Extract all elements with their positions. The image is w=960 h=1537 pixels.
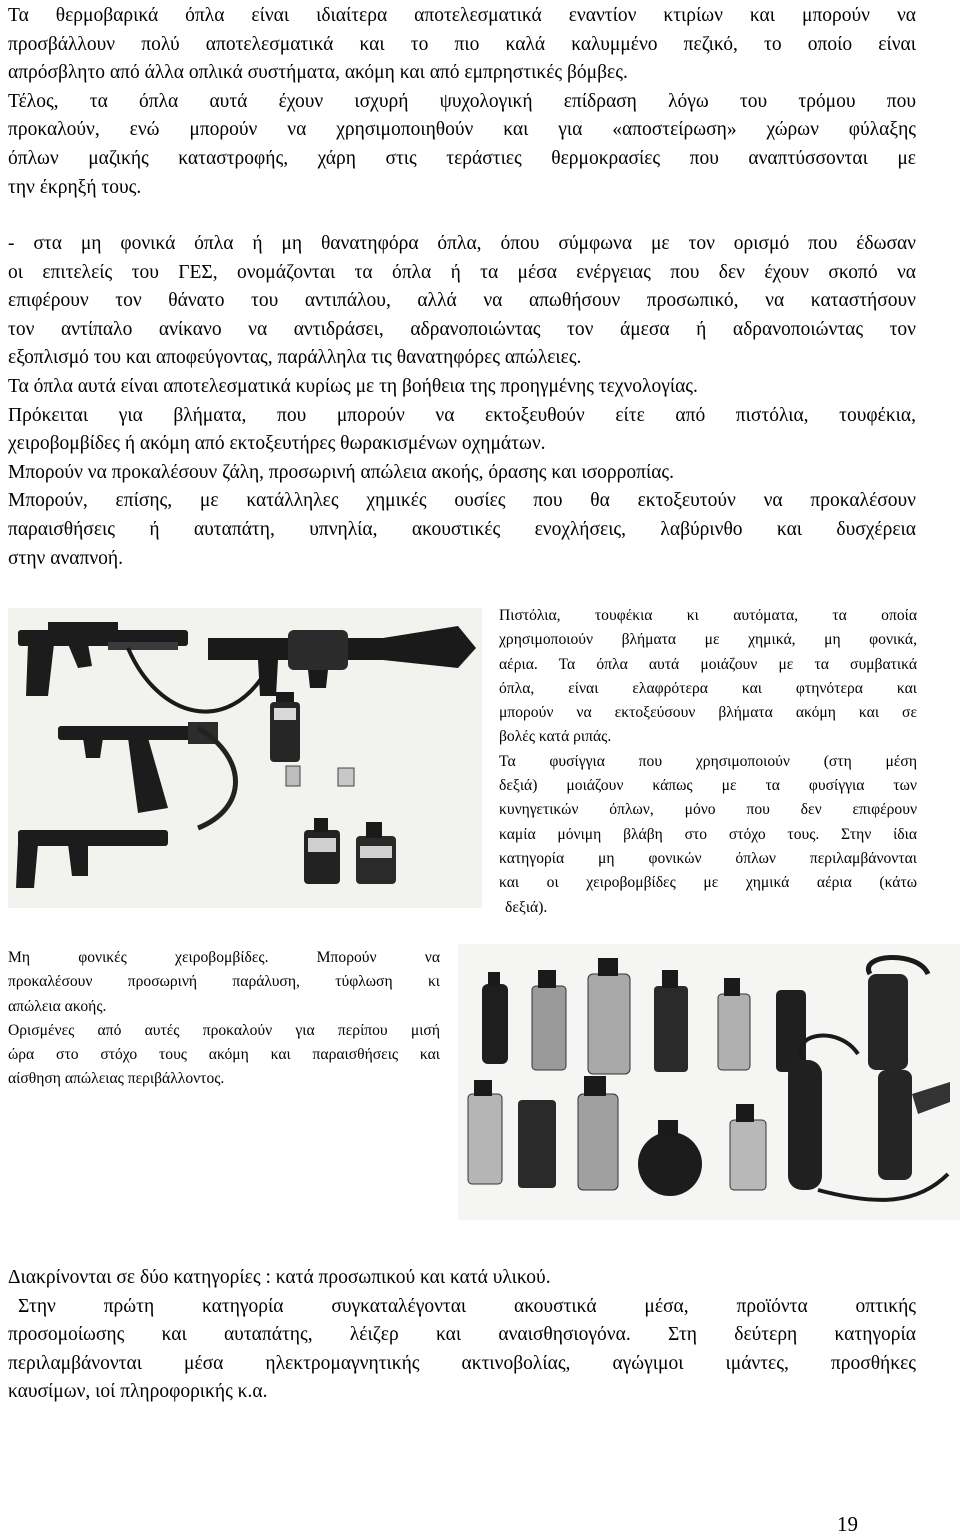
caption-line: μπορούν να εκτοξεύσουν βλήματα ακόμη και σε: [499, 704, 917, 722]
text-line: οι επιτελείς του ΓΕΣ, ονομάζονται τα όπλα ή τα μέσα ενέργειας που δεν έχουν σκοπό να: [8, 261, 916, 283]
grenades-caption: [8, 946, 440, 1092]
caption-line: Μη φονικές χειροβομβίδες. Μπορούν να: [8, 949, 440, 966]
caption-line: κυνηγετικών όπλων, μόνο που δεν επιφέρουν: [499, 801, 917, 819]
caption-line: αέρια. Τα όπλα αυτά μοιάζουν με τα συμβατικά: [499, 655, 917, 673]
text-line: επιφέρουν τον θάνατο του αντιπάλου, αλλά να απωθήσουν προσωπικό, να καταστήσουν: [8, 290, 916, 312]
caption-line: Ορισμένες από αυτές προκαλούν για περίπου μισή: [8, 1021, 440, 1039]
caption-line: Πιστόλια, τουφέκια κι αυτόματα, τα οποία: [499, 607, 917, 624]
text-line: την έκρηξή τους.: [8, 176, 142, 198]
text-line: Πρόκειται για βλήματα, που μπορούν να εκτοξευθούν είτε από πιστόλια, τουφέκια,: [8, 404, 916, 426]
text-line: περιλαμβάνονται μέσα ηλεκτρομαγνητικής ακτινοβολίας, αγώγιμοι ιμάντες, προσθήκες: [8, 1352, 916, 1374]
text-line: όπλων μαζικής καταστροφής, χάρη στις τεράστιες θερμοκρασίες που αναπτύσσονται με: [8, 147, 916, 169]
caption-line: και οι χειροβομβίδες με χημικά αέρια (κάτω: [499, 874, 917, 892]
weapons-caption: [499, 604, 917, 920]
page-number: 19: [837, 1512, 858, 1536]
text-line: προκαλούν, ενώ μπορούν να χρησιμοποιηθούν και για «αποστείρωση» χώρων φύλαξης: [8, 119, 916, 141]
text-line: στην αναπνοή.: [8, 547, 123, 569]
paragraph-non-lethal: [8, 230, 916, 573]
caption-line: δεξιά).: [505, 898, 548, 916]
caption-line: καμία μόνιμη βλάβη στο στόχο τους. Στην ίδια: [499, 825, 917, 843]
paragraph-thermobaric: [8, 2, 916, 202]
text-line: Τέλος, τα όπλα αυτά έχουν ισχυρή ψυχολογική επίδραση λόγω του τρόμου που: [8, 90, 916, 112]
caption-line: κατηγορία μη φονικών όπλων περιλαμβάνονται: [499, 849, 917, 867]
weapons-photo: [8, 608, 482, 908]
caption-line: αίσθηση απώλειας περιβάλλοντος.: [8, 1070, 225, 1088]
text-line: προσβάλλουν πολύ αποτελεσματικά και το πιο καλά καλυμμένο πεζικό, το οποίο είναι: [8, 33, 916, 55]
text-line: Τα όπλα αυτά είναι αποτελεσματικά κυρίως με τη βοήθεια της προηγμένης τεχνολογίας.: [8, 375, 698, 397]
caption-line: Τα φυσίγγια που χρησιμοποιούν (στη μέση: [499, 752, 917, 770]
text-line: προσομοίωσης και αυταπάτης, λέιζερ και αναισθησιογόνα. Στη δεύτερη κατηγορία: [8, 1324, 916, 1346]
text-line: Στην πρώτη κατηγορία συγκαταλέγονται ακουστικά μέσα, προϊόντα οπτικής: [18, 1295, 916, 1317]
text-line: απρόσβλητο από άλλα οπλικά συστήματα, ακόμη και από εμπρηστικές βόμβες.: [8, 62, 628, 84]
text-line: Τα θερμοβαρικά όπλα είναι ιδιαίτερα αποτελεσματικά εναντίον κτιρίων και μπορούν να: [8, 5, 916, 26]
text-line: χειροβομβίδες ή ακόμη από εκτοξευτήρες θωρακισμένων οχημάτων.: [8, 433, 546, 455]
text-line: καυσίμων, ιοί πληροφορικής κ.α.: [8, 1381, 268, 1403]
caption-line: ώρα στο στόχο τους ακόμη και παραισθήσεις και: [8, 1046, 440, 1064]
caption-line: δεξιά) μοιάζουν κάπως με τα φυσίγγια των: [499, 777, 917, 795]
caption-line: όπλα, είναι ελαφρότερα και φτηνότερα και: [499, 679, 917, 697]
caption-line: προκαλέσουν προσωρινή παράλυση, τύφλωση κι: [8, 973, 440, 991]
text-line: Μπορούν να προκαλέσουν ζάλη, προσωρινή απώλεια ακοής, όρασης και ισορροπίας.: [8, 461, 675, 483]
caption-line: απώλεια ακοής.: [8, 997, 107, 1015]
text-line: παραισθήσεις ή αυταπάτη, υπνηλία, ακουστικές ενοχλήσεις, λαβύρινθο και δυσχέρεια: [8, 518, 916, 540]
caption-line: χρησιμοποιούν βλήματα με χημικά, μη φονικά,: [499, 631, 917, 649]
text-line: Διακρίνονται σε δύο κατηγορίες : κατά προσωπικού και κατά υλικού.: [8, 1267, 551, 1288]
text-line: - στα μη φονικά όπλα ή μη θανατηφόρα όπλα, όπου σύμφωνα με τον ορισμό που έδωσαν: [8, 233, 916, 254]
grenades-photo: [458, 944, 960, 1220]
caption-line: βολές κατά ριπάς.: [499, 728, 612, 746]
text-line: Μπορούν, επίσης, με κατάλληλες χημικές ουσίες που θα εκτοξευτούν να προκαλέσουν: [8, 490, 916, 512]
paragraph-categories: [8, 1264, 916, 1407]
text-line: τον αντίπαλο ανίκανο να αντιδράσει, αδρανοποιώντας τον άμεσα ή αδρανοποιώντας τον: [8, 318, 916, 340]
text-line: εξοπλισμό του και αποφεύγοντας, παράλληλα τις θανατηφόρες απώλειες.: [8, 347, 582, 369]
